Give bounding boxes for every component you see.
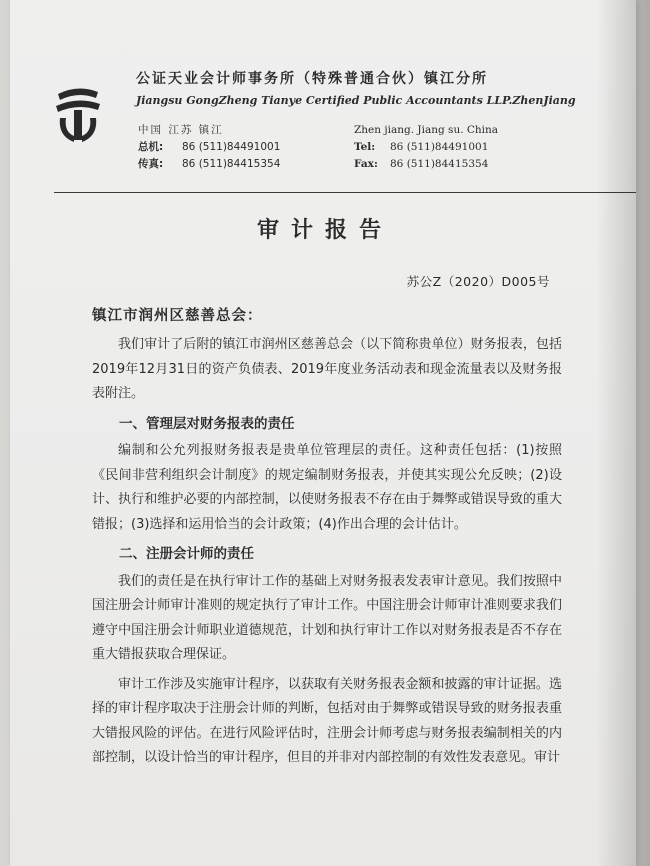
report-reference-number: 苏公Z（2020）D005号: [406, 274, 550, 289]
fax-label-chinese: 传真:: [138, 158, 164, 170]
intro-paragraph: 我们审计了后附的镇江市润州区慈善总会（以下简称贵单位）财务报表，包括2019年12月31日的资产负债表、2019年度业务活动表和现金流量表以及财务报表附注。: [92, 337, 562, 401]
tel-label-english: Tel:: [354, 141, 376, 153]
auditor-responsibility-paragraph-1: 我们的责任是在执行审计工作的基础上对财务报表发表审计意见。我们按照中国注册会计师审计准则的规定执行了审计工作。中国注册会计师审计准则要求我们遵守中国注册会计师职业道德规范，计划和执行审计工作以对财务报表是否不存在重大错报获取合理保证。: [92, 573, 562, 662]
firm-name-english: Jiangsu GongZheng Tianye Certified Public Accountants LLP.ZhenJiang: [136, 94, 576, 107]
section-heading-management: 一、管理层对财务报表的责任: [119, 415, 295, 432]
management-responsibility-paragraph: 编制和公允列报财务报表是贵单位管理层的责任。这种责任包括：(1)按照《民间非营利组织会计制度》的规定编制财务报表，并使其实现公允反映；(2)设计、执行和维护必要的内部控制，以使财务报表不存在由于舞弊或错误导致的重大错报；(3)选择和运用恰当的会计政策；(4)作出合理的会计估计。: [92, 443, 562, 532]
firm-logo-icon: [52, 82, 104, 146]
report-addressee: 镇江市润州区慈善总会：: [92, 308, 263, 324]
tel-number-chinese: 86 (511)84491001: [182, 141, 281, 153]
header-divider: [54, 192, 636, 193]
section-heading-auditor: 二、注册会计师的责任: [119, 546, 254, 562]
fax-number-chinese: 86 (511)84415354: [182, 158, 281, 170]
auditor-responsibility-paragraph-2: 审计工作涉及实施审计程序，以获取有关财务报表金额和披露的审计证据。选择的审计程序取决于注册会计师的判断，包括对由于舞弊或错误导致的财务报表重大错报风险的评估。在进行风险评估时，注册会计师考虑与财务报表编制相关的内部控制，以设计恰当的审计程序，但目的并非对内部控制的有效性发表意见。审计: [92, 676, 562, 765]
tel-label-chinese: 总机:: [138, 141, 164, 153]
report-title: 审计报告: [256, 218, 393, 243]
firm-name-chinese: 公证天业会计师事务所（特殊普通合伙）镇江分所: [136, 71, 488, 87]
tel-number-english: 86 (511)84491001: [390, 141, 489, 153]
fax-number-english: 86 (511)84415354: [390, 158, 489, 170]
page-shadow: [596, 0, 650, 866]
contact-block-chinese: [138, 122, 280, 173]
location-english: Zhen jiang. Jiang su. China: [354, 124, 499, 136]
report-body: [92, 333, 562, 776]
location-chinese: 中国 江苏 镇江: [138, 124, 224, 136]
fax-label-english: Fax:: [354, 158, 378, 170]
contact-block-english: [354, 122, 498, 173]
